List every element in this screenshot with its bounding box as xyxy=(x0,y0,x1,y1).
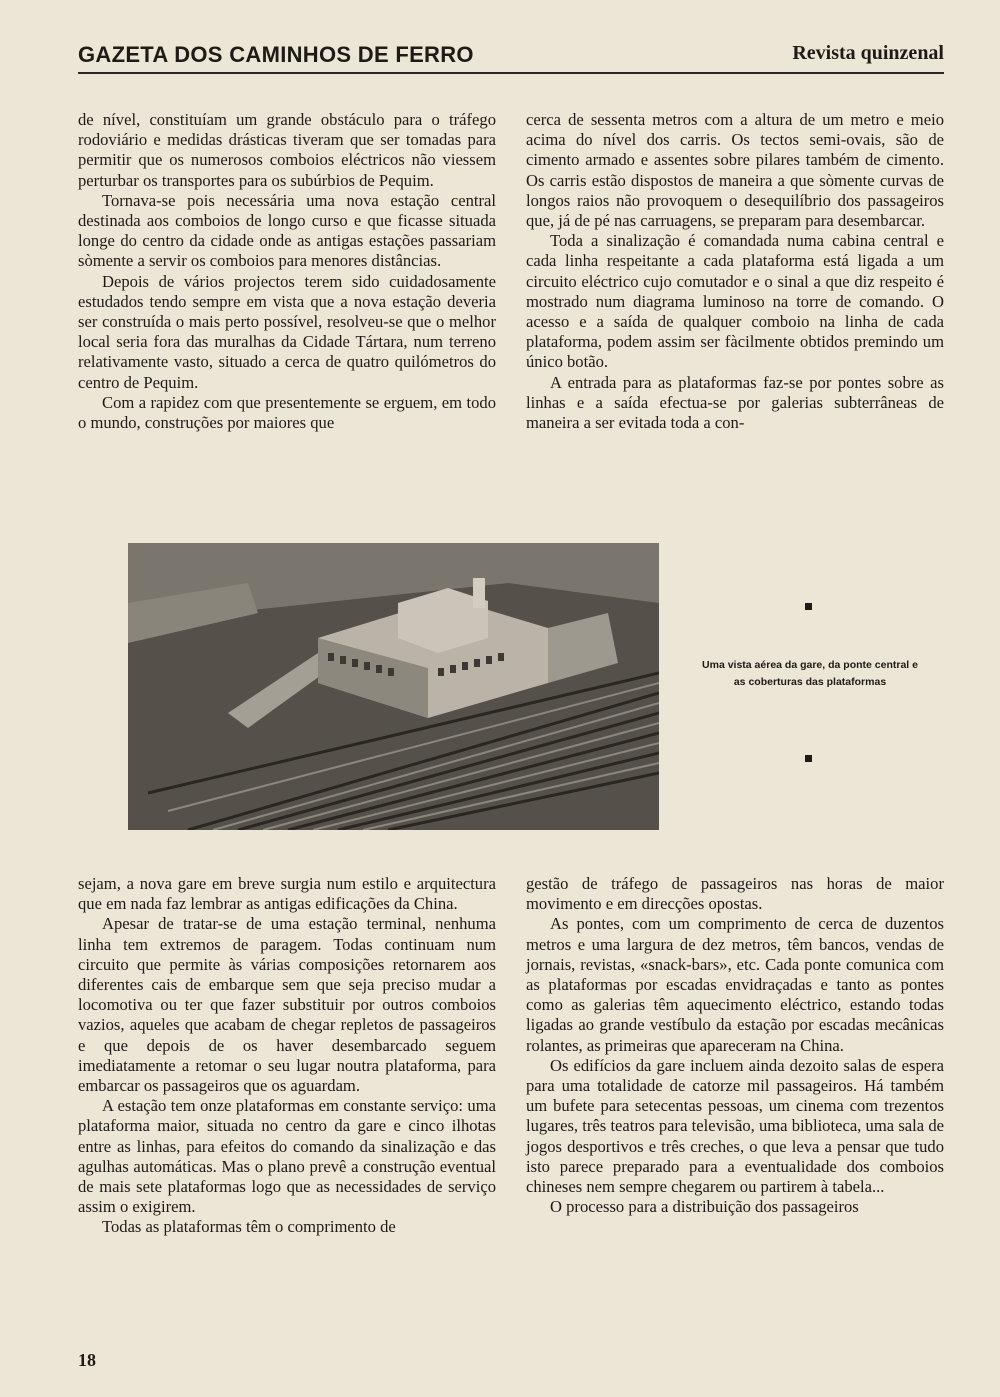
column-right-bottom xyxy=(526,874,944,1217)
caption-marker-bottom xyxy=(805,755,812,762)
paragraph: Apesar de tratar-se de uma estação terminal, nenhuma linha tem extremos de paragem. Todas continuam num circuito que permite às várias composições retornarem aos diferentes cais de embarque sem que seja preciso mudar a locomotiva ou ter que fazer substituir por outros comboios vazios, aqueles que acabam de chegar repletos de passageiros e que depois de os haver desembarcado seguem imediatamente a retomar o seu lugar noutra plataforma, para embarcar os passageiros que os aguardam. xyxy=(78,914,496,1096)
station-photo-illustration xyxy=(128,543,659,830)
column-right-top xyxy=(526,110,944,433)
paragraph: Com a rapidez com que presentemente se erguem, em todo o mundo, construções por maiores que xyxy=(78,392,496,433)
column-left-top xyxy=(78,110,496,433)
paragraph: gestão de tráfego de passageiros nas horas de maior movimento e em direcções opostas. xyxy=(526,874,944,914)
journal-subtitle: Revista quinzenal xyxy=(792,42,944,64)
paragraph: Tornava-se pois necessária uma nova estação central destinada aos comboios de longo curso e que ficasse situada longe do centro da cidade onde as antigas estações passariam sòmente a servir os comboios para menores distâncias. xyxy=(78,190,496,271)
paragraph: Todas as plataformas têm o comprimento de xyxy=(102,1217,396,1237)
caption-marker-top xyxy=(805,603,812,610)
paragraph: A estação tem onze plataformas em constante serviço: uma plataforma maior, situada no centro da gare e cinco ilhotas entre as linhas, para efeitos do comando da sinalização e das agulhas automáticas. Mas o plano prevê a construção eventual de mais sete plataformas logo que as necessidades de serviço assim o exigirem. xyxy=(78,1096,496,1217)
paragraph: sejam, a nova gare em breve surgia num estilo e arquitectura que em nada faz lembrar as antigas edificações da China. xyxy=(78,874,496,914)
paragraph: As pontes, com um comprimento de cerca de duzentos metros e uma largura de dez metros, têm bancos, vendas de jornais, revistas, «snack-bars», etc. Cada ponte comunica com as plataformas por escadas envidraçadas e tanto as pontes como as galerias têm aquecimento eléctrico, estando todas ligadas ao grande vestíbulo da estação por escadas mecânicas rolantes, as primeiras que apareceram na China. xyxy=(526,914,944,1055)
paragraph: Depois de vários projectos terem sido cuidadosamente estudados tendo sempre em vista que a nova estação deveria ser construída o mais perto possível, resolveu-se que o melhor local seria fora das muralhas da Cidade Tártara, num terreno relativamente vasto, situado a cerca de quatro quilómetros do centro de Pequim. xyxy=(78,271,496,392)
paragraph: cerca de sessenta metros com a altura de um metro e meio acima do nível dos carris. Os tectos semi-ovais, são de cimento armado e assentes sobre pilares também de cimento. Os carris estão dispostos de maneira a que sòmente curvas de longos raios não provoquem o desequilíbrio dos passageiros que, já de pé nas carruagens, se preparam para desembarcar. xyxy=(526,110,944,231)
paragraph: A entrada para as plataformas faz-se por pontes sobre as linhas e a saída efectua-se por galerias subterrâneas de maneira a ser evitada toda a con- xyxy=(526,372,944,433)
paragraph: Os edifícios da gare incluem ainda dezoito salas de espera para uma totalidade de catorze mil passageiros. Há também um bufete para setecentas pessoas, um cinema com trezentos lugares, três teatros para televisão, uma biblioteca, uma sala de jogos desportivos e três creches, o que leva a pensar que tudo isto parece preparado para a eventualidade dos comboios chineses nem sempre chegarem ou partirem à tabela... xyxy=(526,1055,944,1197)
page-header xyxy=(78,38,944,74)
paragraph: O processo para a distribuição dos passageiros xyxy=(550,1197,859,1217)
aerial-station-photo xyxy=(128,543,659,830)
journal-title: GAZETA DOS CAMINHOS DE FERRO xyxy=(78,42,474,67)
page-number: 18 xyxy=(78,1350,96,1370)
photo-caption: Uma vista aérea da gare, da ponte central e as coberturas das plataformas xyxy=(702,659,918,688)
paragraph: de nível, constituíam um grande obstáculo para o tráfego rodoviário e medidas drásticas tiveram que ser tomadas para permitir que os numerosos comboios eléctricos não viessem perturbar os transportes para os subúrbios de Pequim. xyxy=(78,110,496,190)
paragraph: Toda a sinalização é comandada numa cabina central e cada linha respeitante a cada plataforma está ligada a um circuito eléctrico cujo comutador e o sinal a que diz respeito é mostrado num diagrama luminoso na torre de comando. O acesso e a saída de qualquer comboio na linha de cada plataforma, podem assim ser fàcilmente obtidos premindo um único botão. xyxy=(526,231,944,372)
column-left-bottom xyxy=(78,874,496,1238)
